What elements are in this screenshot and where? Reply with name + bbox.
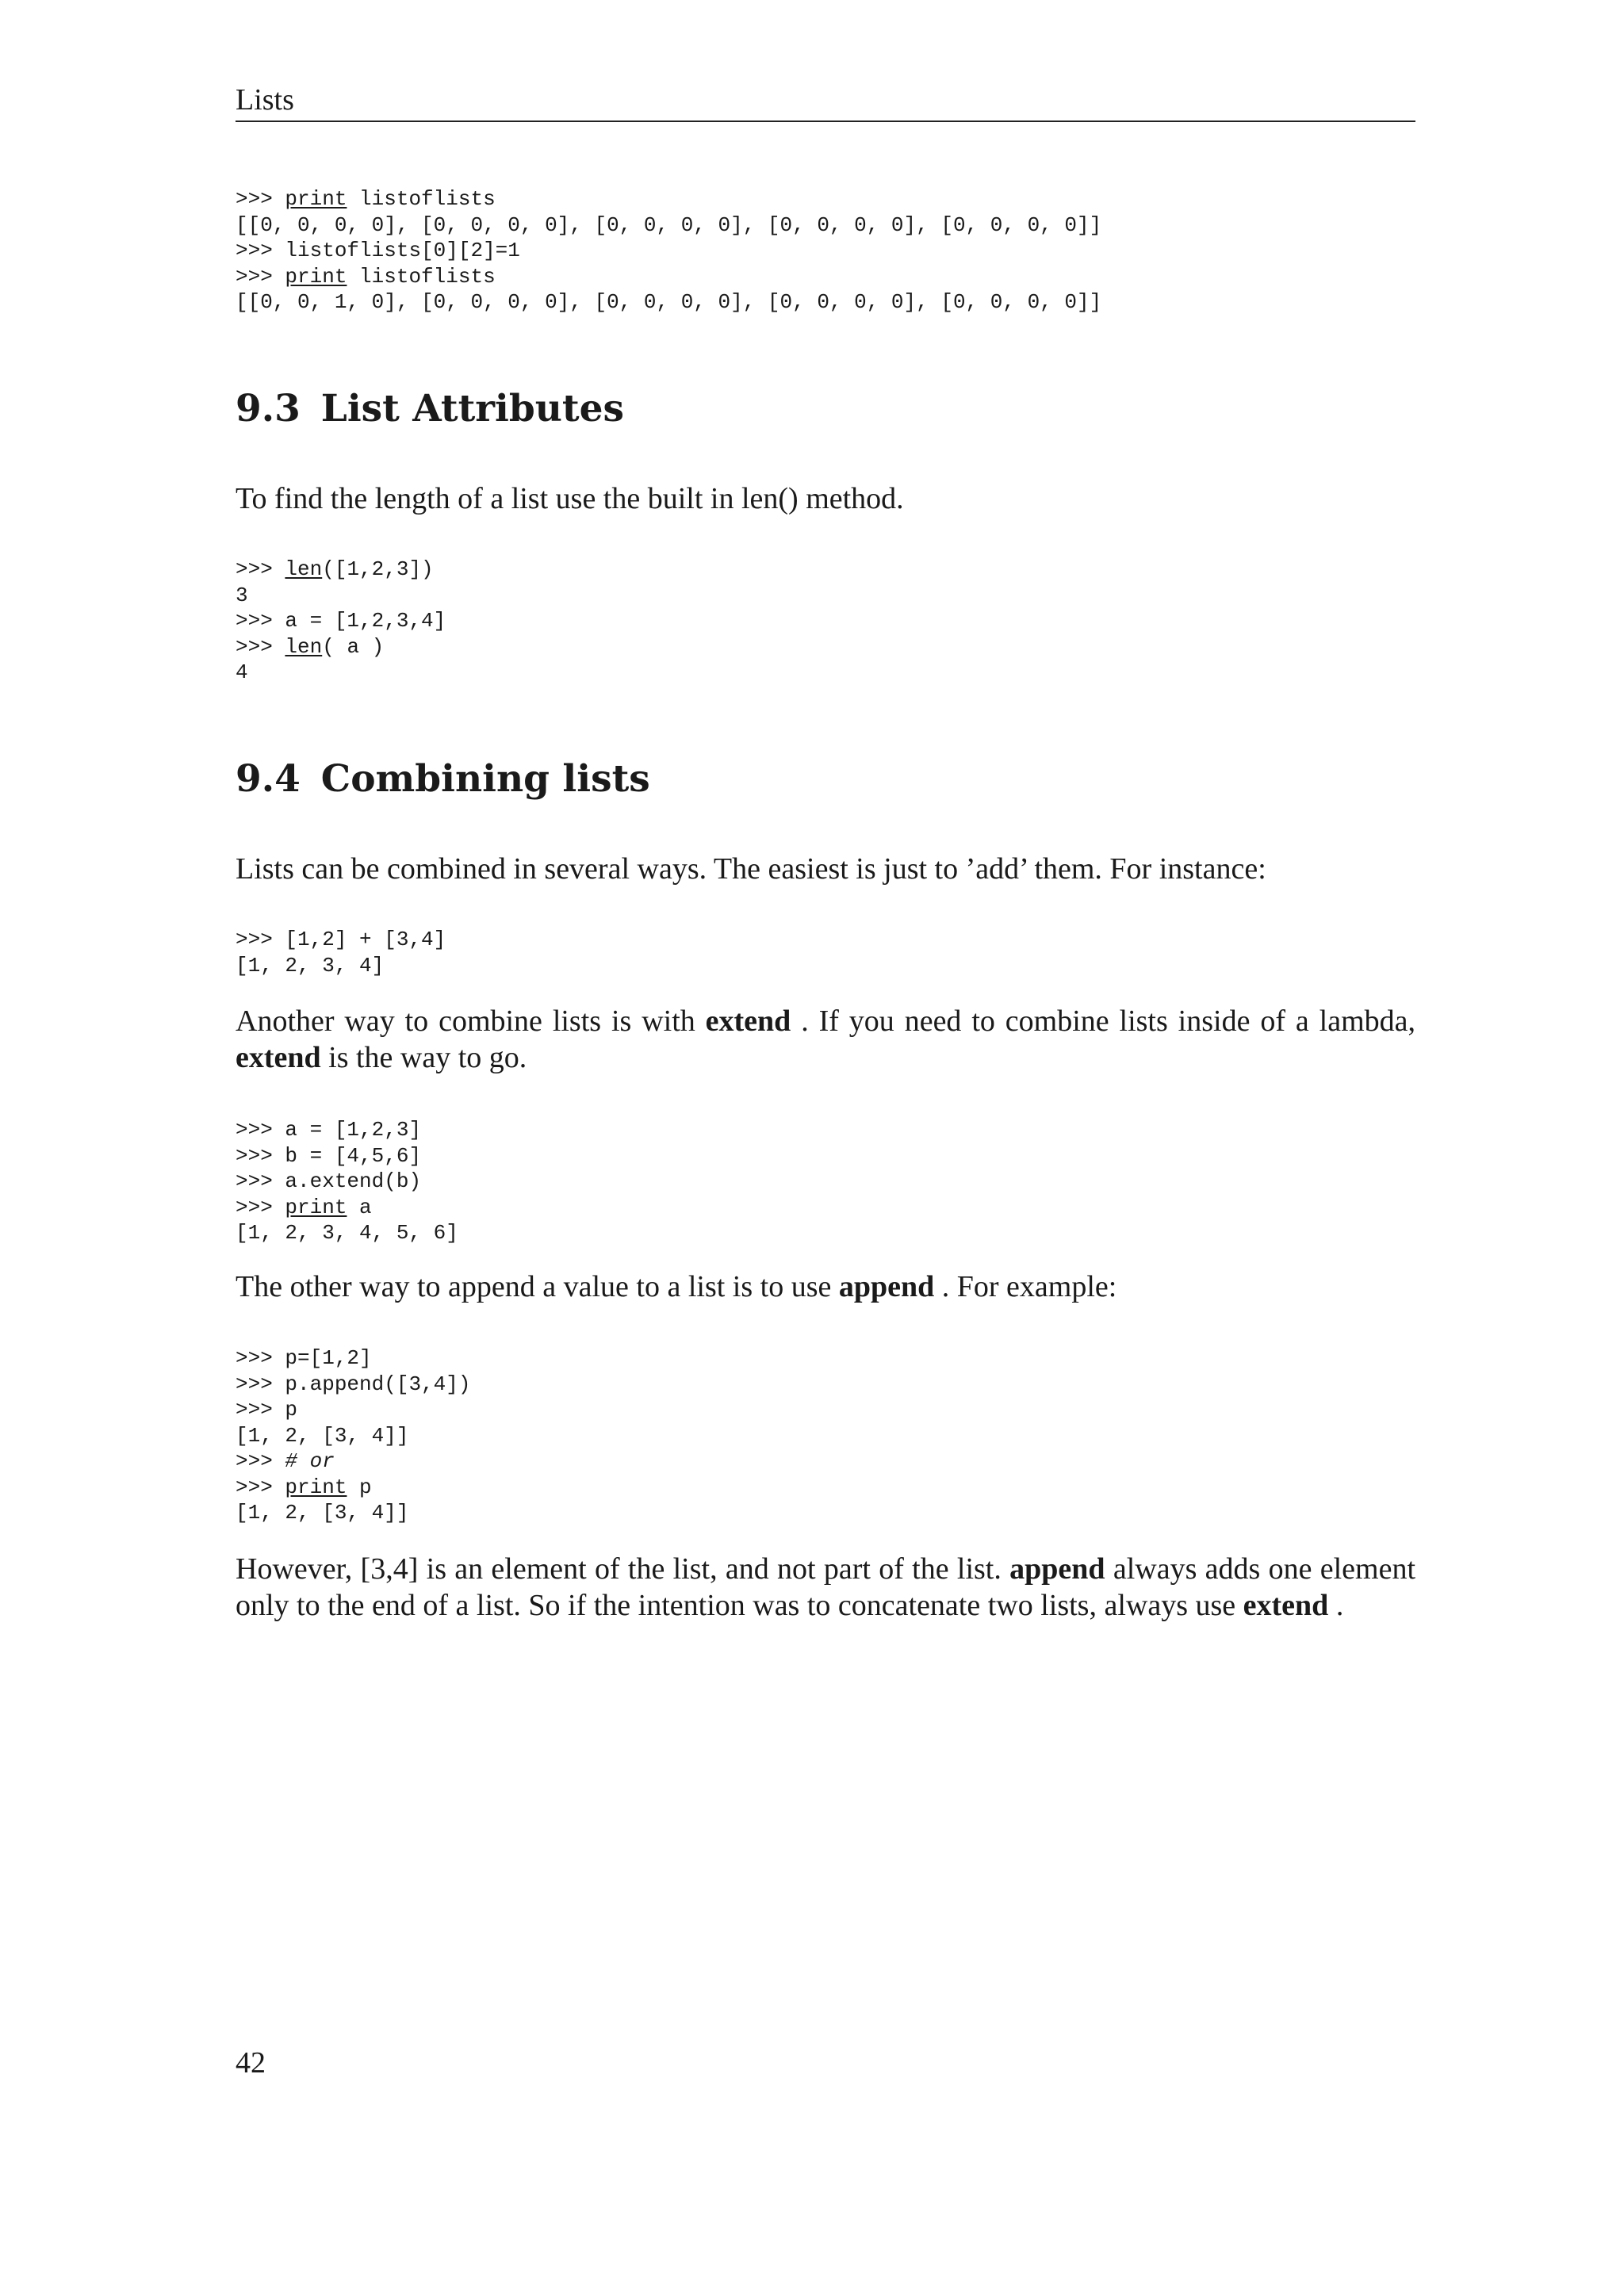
code-line [236, 264, 1101, 290]
code-line [236, 186, 1101, 212]
code-block-append [236, 1345, 470, 1526]
section-title: Combining lists [320, 757, 650, 801]
keyword-append: append [838, 1270, 935, 1303]
document-page [236, 0, 1415, 2296]
code-line [236, 212, 1101, 239]
keyword-extend: extend [705, 1004, 791, 1038]
code-line [236, 953, 446, 979]
code-line [236, 634, 446, 660]
code-block-len [236, 557, 446, 686]
running-header-title: Lists [236, 83, 294, 117]
section-heading-9-4 [236, 757, 650, 802]
code-prompt: >>> [236, 609, 285, 633]
code-line [236, 557, 446, 583]
code-text: listoflists[0][2]=1 [285, 239, 520, 262]
paragraph-combine-intro: Lists can be combined in several ways. The easiest is just to ’add’ them. For instance: [236, 852, 1266, 886]
section-title: List Attributes [320, 387, 625, 430]
code-prompt: >>> [236, 1449, 285, 1473]
code-line [236, 608, 446, 634]
code-prompt: >>> [236, 1398, 285, 1422]
code-line [236, 1448, 470, 1475]
code-text: [1, 2, 3, 4] [236, 953, 385, 978]
code-keyword: len [285, 557, 323, 581]
code-prompt: >>> [236, 1143, 285, 1168]
keyword-extend: extend [236, 1041, 321, 1074]
code-block-extend [236, 1117, 458, 1246]
code-line [236, 1117, 458, 1143]
code-text: [1, 2, 3, 4, 5, 6] [236, 1221, 458, 1245]
code-prompt: >>> [236, 1118, 285, 1142]
code-line [236, 583, 446, 609]
code-prompt: >>> [236, 928, 285, 951]
code-text: p.append([3,4]) [285, 1372, 471, 1396]
code-line [236, 1372, 470, 1398]
code-text: a.extend(b) [285, 1169, 422, 1193]
keyword-extend: extend [1243, 1589, 1329, 1622]
code-prompt: >>> [236, 634, 285, 659]
code-keyword: print [285, 187, 347, 211]
code-text: a = [1,2,3,4] [285, 609, 446, 633]
code-text: [[0, 0, 0, 0], [0, 0, 0, 0], [0, 0, 0, 0], [0, 0, 0, 0], [0, 0, 0, 0]] [236, 212, 1102, 237]
code-text: a [347, 1195, 372, 1219]
code-text: [[0, 0, 1, 0], [0, 0, 0, 0], [0, 0, 0, 0], [0, 0, 0, 0], [0, 0, 0, 0]] [236, 290, 1102, 314]
code-line [236, 1475, 470, 1501]
code-line [236, 1345, 470, 1372]
code-keyword: len [285, 634, 323, 659]
paragraph-append: The other way to append a value to a list is to use append . For example: [236, 1270, 1117, 1303]
code-comment: # or [285, 1449, 335, 1473]
code-text: p=[1,2] [285, 1346, 372, 1370]
code-keyword: print [285, 1195, 347, 1219]
code-text: p [347, 1475, 372, 1499]
running-header [236, 79, 1415, 122]
code-text: 4 [236, 660, 248, 684]
code-keyword: print [285, 1475, 347, 1499]
code-text: a = [1,2,3] [285, 1118, 422, 1142]
code-line [236, 289, 1101, 316]
code-block-add-lists [236, 927, 446, 978]
code-line [236, 1423, 470, 1449]
code-prompt: >>> [236, 1195, 285, 1219]
code-keyword: print [285, 264, 347, 289]
code-text: [1, 2, [3, 4]] [236, 1501, 409, 1525]
section-number: 9.3 [236, 387, 301, 430]
code-block-listoflists [236, 186, 1101, 316]
code-line [236, 1143, 458, 1169]
code-text: b = [4,5,6] [285, 1143, 422, 1168]
keyword-append: append [1009, 1552, 1105, 1586]
code-prompt: >>> [236, 264, 285, 289]
page-number: 42 [236, 2046, 266, 2080]
code-text: listoflists [347, 187, 496, 211]
paragraph-append-explanation: However, [3,4] is an element of the list, and not part of the list. append always adds one element only to the end of a list. So if the intention was to concatenate two lists, always use extend . [236, 1552, 1416, 1622]
section-number: 9.4 [236, 757, 301, 801]
code-text: ([1,2,3]) [322, 557, 434, 581]
code-line [236, 238, 1101, 264]
code-line [236, 1397, 470, 1423]
code-line [236, 927, 446, 953]
code-text: p [285, 1398, 298, 1422]
code-prompt: >>> [236, 1169, 285, 1193]
code-line [236, 660, 446, 686]
code-prompt: >>> [236, 187, 285, 211]
code-prompt: >>> [236, 1475, 285, 1499]
code-line [236, 1220, 458, 1246]
code-text: [1, 2, [3, 4]] [236, 1423, 409, 1448]
code-prompt: >>> [236, 557, 285, 581]
section-heading-9-3 [236, 387, 624, 431]
paragraph-extend: Another way to combine lists is with extend . If you need to combine lists inside of a lambda, extend is the way to go. [236, 1004, 1415, 1074]
code-text: [1,2] + [3,4] [285, 928, 446, 951]
code-prompt: >>> [236, 1372, 285, 1396]
code-text: 3 [236, 583, 248, 607]
paragraph-list-length: To find the length of a list use the built in len() method. [236, 482, 904, 515]
code-prompt: >>> [236, 1346, 285, 1370]
code-line [236, 1169, 458, 1195]
code-line [236, 1500, 470, 1526]
code-text: listoflists [347, 264, 496, 289]
code-prompt: >>> [236, 239, 285, 262]
code-line [236, 1195, 458, 1221]
code-text: ( a ) [322, 634, 385, 659]
